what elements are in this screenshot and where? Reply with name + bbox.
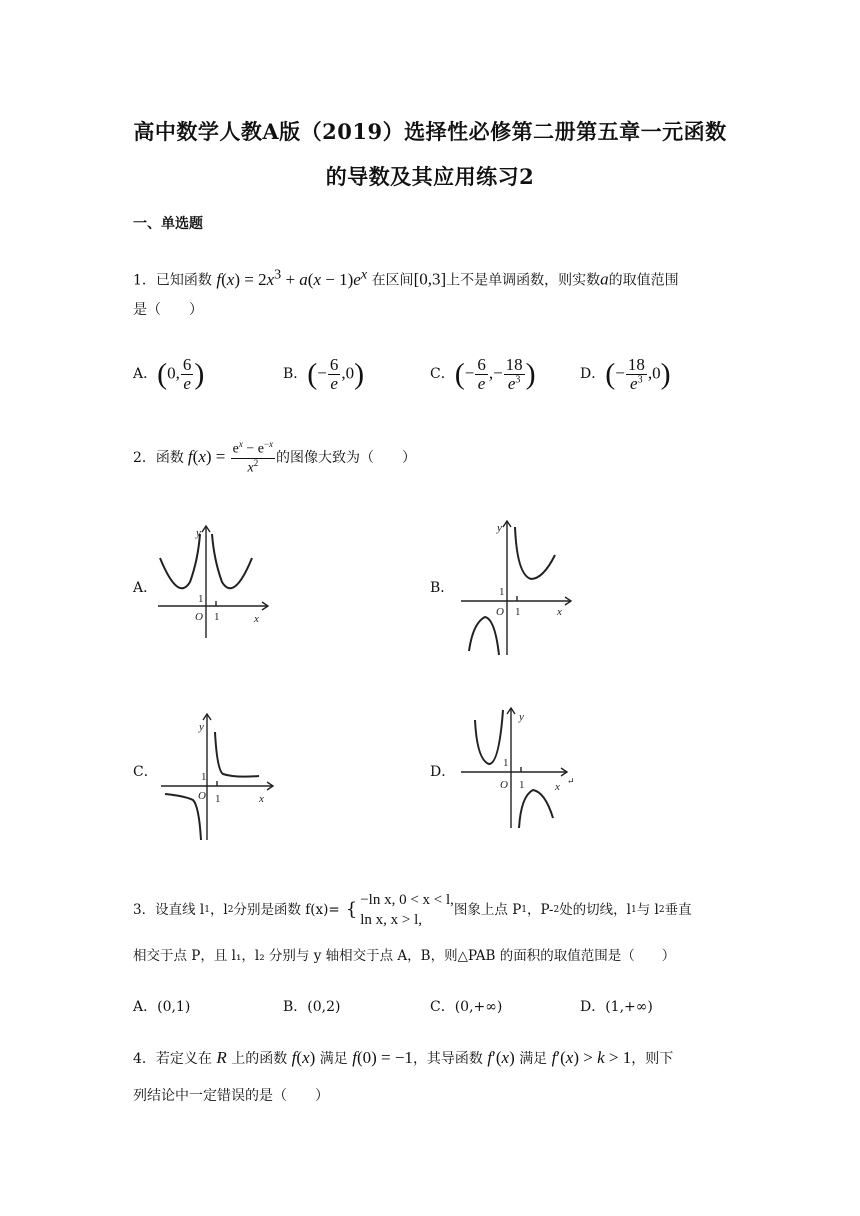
- svg-text:y: y: [497, 522, 502, 534]
- q3-piecewise: [360, 890, 454, 930]
- graph-d[interactable]: [455, 700, 585, 835]
- q4-fx: f(x): [291, 1048, 316, 1067]
- svg-text:1: 1: [214, 611, 220, 623]
- q4-text-d: ，其导函数: [412, 1051, 483, 1067]
- svg-text:y: y: [519, 711, 524, 723]
- q4-fprime: f′(x): [487, 1048, 515, 1067]
- q1-number: 1．: [133, 272, 156, 289]
- q3-case-2: ln x, x > l,: [360, 912, 422, 928]
- q1-option-d[interactable]: [580, 352, 671, 396]
- q4-var-r: R: [216, 1048, 227, 1067]
- q1-formula: $f(x) = 2x^3 + a(x - 1)e^x$: [216, 266, 368, 289]
- graph-c[interactable]: [155, 700, 280, 845]
- q1-option-b[interactable]: [283, 352, 364, 396]
- svg-text:1: 1: [515, 606, 521, 618]
- svg-text:y: y: [196, 527, 201, 539]
- svg-text:↵: ↵: [567, 776, 575, 786]
- q1-option-a[interactable]: [133, 352, 204, 396]
- q3-option-c[interactable]: C．(0,+∞): [430, 999, 503, 1015]
- q4-ineq: f′(x) > k > 1: [551, 1048, 632, 1067]
- graph-a[interactable]: [150, 520, 275, 640]
- q1-text-a: 已知函数: [155, 272, 212, 289]
- svg-text:x: x: [555, 781, 560, 793]
- q3-number: 3．: [133, 902, 156, 918]
- q1-option-c-label: C．: [430, 366, 455, 382]
- q4-text-f: ，则下: [631, 1051, 674, 1067]
- svg-text:x: x: [557, 606, 562, 618]
- q4-f0: f(0) = −1: [352, 1048, 413, 1067]
- page-title-line2: 的导数及其应用练习2: [325, 164, 535, 189]
- q1-option-c-value: (− $\frac{6}{e}$ ,− $\frac{18}{e^3}$ ): [454, 354, 536, 393]
- q1-option-a-value: (0, $\frac{6}{e}$ ): [157, 354, 205, 393]
- svg-text:O: O: [195, 611, 203, 623]
- svg-text:O: O: [500, 779, 508, 791]
- svg-text:y: y: [199, 721, 204, 733]
- q1-option-a-label: A．: [133, 366, 158, 382]
- q2-text-b: 的图像大致为（ ）: [276, 450, 417, 466]
- curve-right: [212, 534, 252, 588]
- question-2: [133, 436, 416, 480]
- q1-line2: 是（ ）: [133, 302, 203, 318]
- q1-option-b-label: B．: [283, 366, 308, 382]
- question-1: [133, 264, 679, 291]
- question-3: 3． 设直线 l 1 ，l 2 分别是函数 f(x)= { −ln x, 0 < x < l, ln x, x > l, 图象上点 P 1 ，P- 2 处的切线，l 1 与 l 2 垂直: [133, 892, 692, 928]
- q2-formula: f(x) = $\frac{e^x - e^{-x}}{x^2}$: [187, 439, 274, 476]
- svg-text:1: 1: [201, 771, 207, 783]
- q1-option-b-value: (− $\frac{6}{e}$ ,0): [307, 354, 365, 393]
- svg-text:O: O: [496, 606, 504, 618]
- q3-line2: 相交于点 P，且 l₁，l₂ 分别与 y 轴相交于点 A，B，则△PAB 的面积的取值范围是（ ）: [133, 948, 676, 964]
- q2-option-b-label: B．: [430, 580, 455, 596]
- question-4: [133, 1048, 673, 1069]
- q3-case-1: −ln x, 0 < x < l,: [360, 892, 454, 908]
- q3-text-d: 图象上点 P: [453, 902, 522, 918]
- q2-option-c-label: C．: [133, 764, 158, 780]
- svg-text:x: x: [254, 613, 259, 625]
- section-heading: 一、单选题: [133, 216, 203, 232]
- svg-text:1: 1: [215, 793, 221, 805]
- q2-option-d-label: D．: [430, 764, 456, 780]
- svg-text:x: x: [259, 793, 264, 805]
- q1-interval: [0,3]: [413, 269, 447, 289]
- q2-option-a-label: A．: [133, 580, 158, 596]
- q3-option-a[interactable]: A．(0,1): [133, 999, 191, 1015]
- q3-option-d[interactable]: D．(1,+∞): [580, 999, 653, 1015]
- q4-line2: 列结论中一定错误的是（ ）: [133, 1088, 329, 1104]
- q3-text-e: ，P-: [527, 902, 554, 918]
- q1-option-c[interactable]: [430, 352, 536, 396]
- q4-text-a: 若定义在: [155, 1051, 212, 1067]
- q3-option-b[interactable]: B．(0,2): [283, 999, 341, 1015]
- q2-text-a: 函数: [155, 450, 184, 466]
- q4-text-c: 满足: [319, 1051, 348, 1067]
- q3-text-a: 设直线 l: [155, 902, 205, 918]
- q2-number: 2．: [133, 450, 156, 466]
- q3-text-b: ，l: [209, 902, 228, 918]
- svg-text:O: O: [198, 790, 206, 802]
- q4-text-b: 上的函数: [231, 1051, 288, 1067]
- q3-text-c: 分别是函数 f(x)=: [233, 902, 340, 918]
- svg-text:1: 1: [198, 593, 204, 605]
- graph-b[interactable]: [455, 515, 580, 660]
- q1-text-b: 在区间: [371, 272, 414, 289]
- q1-option-d-value: (− $\frac{18}{e^3}$ ,0): [605, 354, 671, 393]
- q1-var-a: a: [600, 269, 609, 289]
- curve-left: [160, 534, 200, 588]
- q3-text-h: 垂直: [664, 902, 692, 918]
- page-title: 高中数学人教A版（2019）选择性必修第二册第五章一元函数: [133, 119, 727, 144]
- q1-text-d: 的取值范围: [608, 272, 679, 289]
- svg-text:1: 1: [499, 586, 505, 598]
- q4-number: 4．: [133, 1051, 156, 1067]
- q1-option-d-label: D．: [580, 366, 606, 382]
- q4-text-e: 满足: [519, 1051, 548, 1067]
- q3-text-g: 与 l: [636, 902, 659, 918]
- svg-text:1: 1: [503, 757, 509, 769]
- q3-brace: {: [345, 899, 358, 920]
- q3-text-f: 处的切线，l: [559, 902, 632, 918]
- q1-text-c: 上不是单调函数，则实数: [446, 272, 601, 289]
- svg-text:1: 1: [519, 779, 525, 791]
